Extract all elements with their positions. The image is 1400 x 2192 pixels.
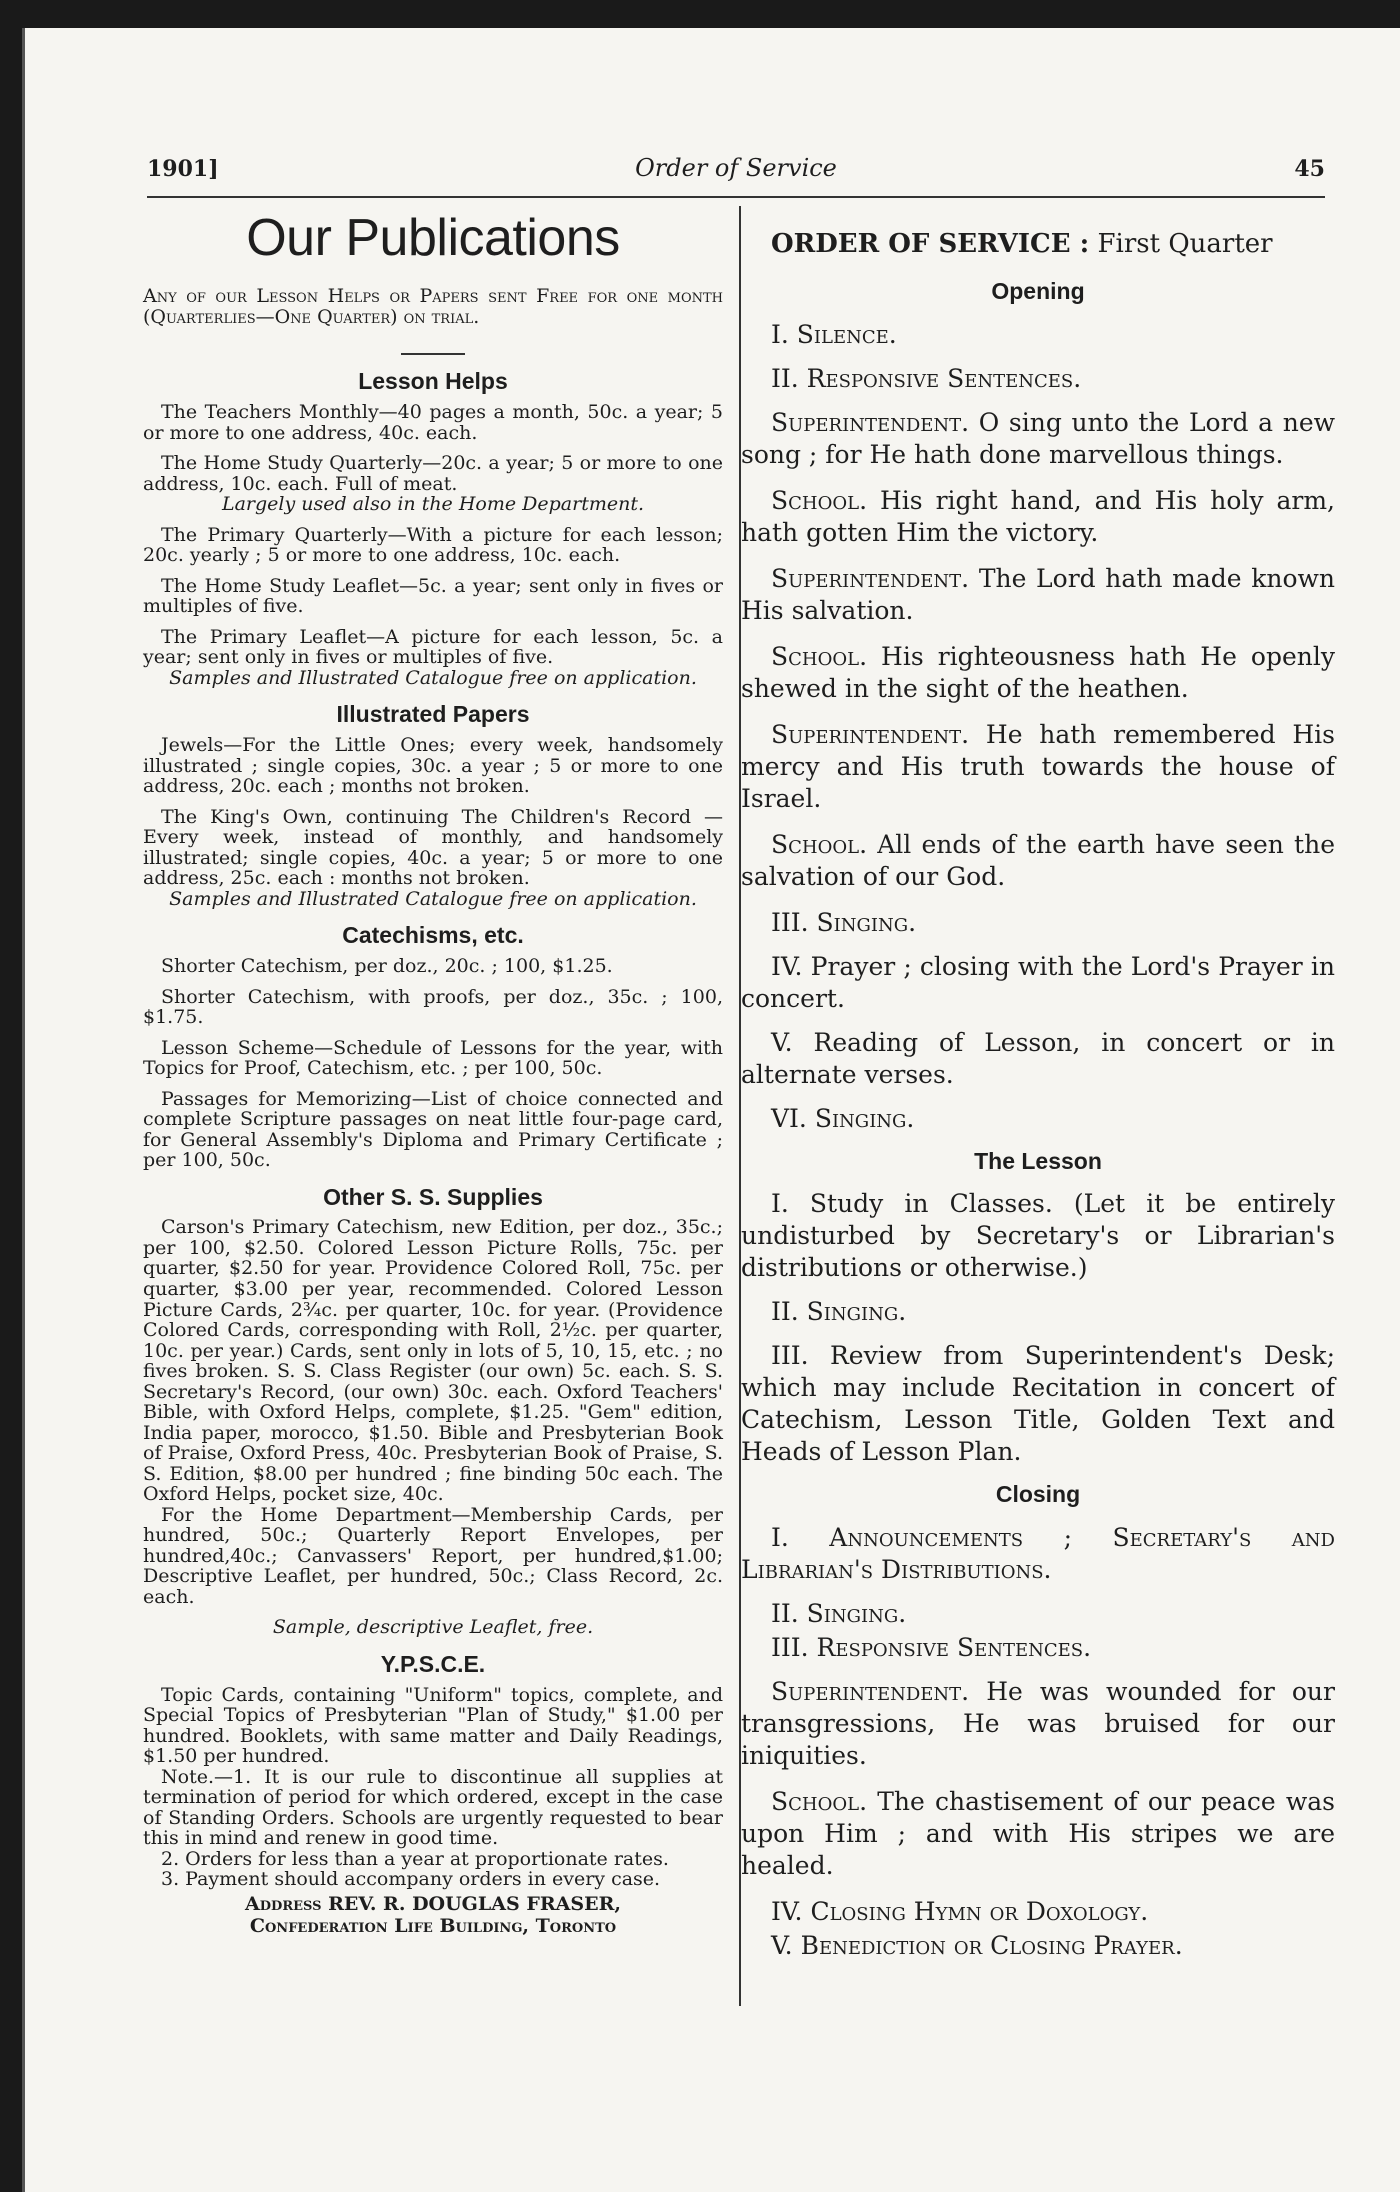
order-of-service-column bbox=[741, 228, 1335, 1974]
speaker: Superintendent. bbox=[771, 563, 970, 593]
response-text: He was wounded for our transgressions, He was bruised for our iniquities. bbox=[741, 1676, 1335, 1770]
speaker: School. bbox=[771, 641, 868, 671]
list-item: II. Singing. bbox=[771, 1297, 907, 1327]
response bbox=[741, 641, 1335, 705]
list-item: The Teachers Monthly—40 pages a month, 50c. a year; 5 or more to one address, 40c. each. bbox=[143, 401, 723, 444]
address-line-2: Confederation Life Building, Toronto bbox=[249, 1915, 617, 1938]
home-dept-note: Largely used also in the Home Department. bbox=[221, 493, 645, 516]
supplies-heading: Other S. S. Supplies bbox=[323, 1183, 543, 1210]
list-item: I. Study in Classes. (Let it be entirely undisturbed by Secretary's or Librarian's distributions or otherwise.) bbox=[741, 1189, 1335, 1283]
list-item: The Primary Quarterly—With a picture for each lesson; 20c. yearly ; 5 or more to one address, 10c. each. bbox=[143, 523, 723, 567]
sample-leaflet-note: Sample, descriptive Leaflet, free. bbox=[272, 1616, 594, 1639]
publications-column bbox=[143, 210, 723, 1937]
response bbox=[741, 829, 1335, 893]
list-item: Lesson Scheme—Schedule of Lessons for the year, with Topics for Proof, Catechism, etc. ; per 100, 50c. bbox=[143, 1036, 723, 1080]
list-item: I. Announcements ; Secretary's and Librarian's Distributions. bbox=[741, 1522, 1335, 1584]
samples-note: Samples and Illustrated Catalogue free on application. bbox=[169, 887, 697, 910]
list-item: V. Benediction or Closing Prayer. bbox=[771, 1930, 1183, 1960]
list-item: The King's Own, continuing The Children's Record —Every week, instead of monthly, and handsomely illustrated; single copies, 40c. a year; 5 or more to one address, 25c. each : months not broken. bbox=[143, 805, 723, 890]
list-item: IV. Prayer ; closing with the Lord's Prayer in concert. bbox=[741, 951, 1335, 1013]
lesson-helps-heading: Lesson Helps bbox=[358, 368, 508, 395]
page bbox=[22, 28, 1400, 2192]
response bbox=[741, 1786, 1335, 1882]
running-header bbox=[147, 150, 1325, 190]
response-text: The Lord hath made known His salvation. bbox=[741, 563, 1335, 625]
speaker: School. bbox=[771, 485, 868, 515]
home-dept-supplies: For the Home Department—Membership Cards, per hundred, 50c.; Quarterly Report Envelopes, per hundred,40c.; Canvassers' Report, per hundred,$1.00; Descriptive Leaflet, per hundred, 50c.; Class Record, 2c. each. bbox=[143, 1503, 723, 1608]
list-item: I. Silence. bbox=[771, 319, 897, 349]
response-text: The chastisement of our peace was upon Him ; and with His stripes we are healed. bbox=[741, 1786, 1335, 1880]
header-title: Order of Service bbox=[635, 154, 837, 182]
note-2: 2. Orders for less than a year at proportionate rates. bbox=[161, 1847, 669, 1870]
catechisms-heading: Catechisms, etc. bbox=[342, 922, 524, 949]
address-line-1: Address REV. R. DOUGLAS FRASER, bbox=[245, 1892, 621, 1915]
list-item: The Primary Leaflet—A picture for each lesson, 5c. a year; sent only in fives or multiples of five. bbox=[143, 625, 723, 669]
response bbox=[741, 1676, 1335, 1772]
list-item: III. Review from Superintendent's Desk; which may include Recitation in concert of Catechism, Lesson Title, Golden Text and Heads of Lesson Plan. bbox=[741, 1341, 1335, 1467]
response-text: All ends of the earth have seen the salvation of our God. bbox=[741, 829, 1335, 891]
supplies-body: Carson's Primary Catechism, new Edition, per doz., 35c.; per 100, $2.50. Colored Lesson Picture Rolls, 75c. per quarter, $2.50 for year. Providence Colored Roll, 75c. per quarter, $3.00 per year, recommended. Colored Lesson Picture Cards, 2¾c. per quarter, 10c. for year. (Providence Colored Cards, corresponding with Roll, 2½c. per quarter, 10c. per year.) Cards, sent only in lots of 5, 10, 15, etc. ; no fives broken. S. S. Class Register (our own) 5c. each. S. S. Secretary's Record, (our own) 30c. each. Oxford Teachers' Bible, with Oxford Helps, complete, $1.25. "Gem" edition, India paper, morocco, $1.50. Bible and Presbyterian Book of Praise, Oxford Press, 40c. Presbyterian Book of Praise, S. S. Edition, $8.00 per hundred ; fine binding 50c each. The Oxford Helps, pocket size, 40c. bbox=[143, 1216, 723, 1506]
response bbox=[741, 719, 1335, 815]
list-item: The Home Study Leaflet—5c. a year; sent only in fives or multiples of five. bbox=[143, 574, 723, 618]
response-text: His righteousness hath He openly shewed in the sight of the heathen. bbox=[741, 641, 1335, 703]
opening-heading: Opening bbox=[991, 278, 1085, 305]
closing-heading: Closing bbox=[995, 1481, 1081, 1508]
title-sub: First Quarter bbox=[1097, 229, 1273, 259]
list-item: III. Responsive Sentences. bbox=[771, 1632, 1092, 1662]
speaker: School. bbox=[771, 829, 868, 859]
list-item: IV. Closing Hymn or Doxology. bbox=[771, 1896, 1149, 1926]
speaker: Superintendent. bbox=[771, 407, 970, 437]
lesson-heading: The Lesson bbox=[974, 1147, 1102, 1174]
response-text: O sing unto the Lord a new song ; for He hath done marvellous things. bbox=[741, 407, 1336, 469]
header-rule bbox=[147, 196, 1325, 198]
list-item: II. Singing. bbox=[771, 1598, 907, 1628]
note-3: 3. Payment should accompany orders in every case. bbox=[161, 1868, 661, 1891]
ypsce-heading: Y.P.S.C.E. bbox=[380, 1650, 486, 1677]
list-item: VI. Singing. bbox=[771, 1103, 915, 1133]
illustrated-papers-heading: Illustrated Papers bbox=[336, 701, 530, 728]
list-item: Jewels—For the Little Ones; every week, handsomely illustrated ; single copies, 30c. a year ; 5 or more to one address, 20c. each ; months not broken. bbox=[143, 734, 723, 798]
speaker: Superintendent. bbox=[771, 1676, 970, 1706]
order-of-service-title bbox=[741, 228, 1335, 261]
list-item: II. Responsive Sentences. bbox=[771, 363, 1082, 393]
list-item: V. Reading of Lesson, in concert or in alternate verses. bbox=[741, 1027, 1335, 1089]
list-item: III. Singing. bbox=[771, 907, 917, 937]
header-year: 1901] bbox=[147, 156, 219, 182]
response bbox=[741, 485, 1335, 549]
note-1: Note.—1. It is our rule to discontinue all supplies at termination of period for which ordered, except in the case of Standing Orders. Schools are urgently requested to bear this in mind and renew in good time. bbox=[143, 1765, 723, 1850]
speaker: School. bbox=[771, 1786, 868, 1816]
page-number: 45 bbox=[1294, 156, 1325, 182]
list-item: Shorter Catechism, with proofs, per doz., 35c. ; 100, $1.75. bbox=[143, 985, 723, 1029]
response-text: His right hand, and His holy arm, hath gotten Him the victory. bbox=[741, 485, 1335, 547]
list-item: Shorter Catechism, per doz., 20c. ; 100, $1.25. bbox=[161, 954, 613, 977]
title-main: ORDER OF SERVICE : bbox=[771, 229, 1090, 259]
response bbox=[741, 563, 1335, 627]
publications-title: Our Publications bbox=[246, 209, 620, 267]
divider bbox=[401, 353, 465, 355]
list-item: The Home Study Quarterly—20c. a year; 5 or more to one address, 10c. each. Full of meat. bbox=[143, 452, 723, 495]
list-item: Passages for Memorizing—List of choice connected and complete Scripture passages on neat little four-page card, for General Assembly's Diploma and Primary Certificate ; per 100, 50c. bbox=[143, 1087, 723, 1172]
speaker: Superintendent. bbox=[771, 719, 970, 749]
publications-intro: Any of our Lesson Helps or Papers sent Free for one month (Quarterlies—One Quarter) on trial. bbox=[143, 285, 723, 328]
samples-note: Samples and Illustrated Catalogue free on application. bbox=[169, 666, 697, 689]
ypsce-body: Topic Cards, containing "Uniform" topics, complete, and Special Topics of Presbyterian "Plan of Study," $1.00 per hundred. Booklets, with same matter and Daily Readings, $1.50 per hundred. bbox=[143, 1683, 723, 1768]
response-text: He hath remembered His mercy and His truth towards the house of Israel. bbox=[741, 719, 1335, 813]
response bbox=[741, 407, 1335, 471]
